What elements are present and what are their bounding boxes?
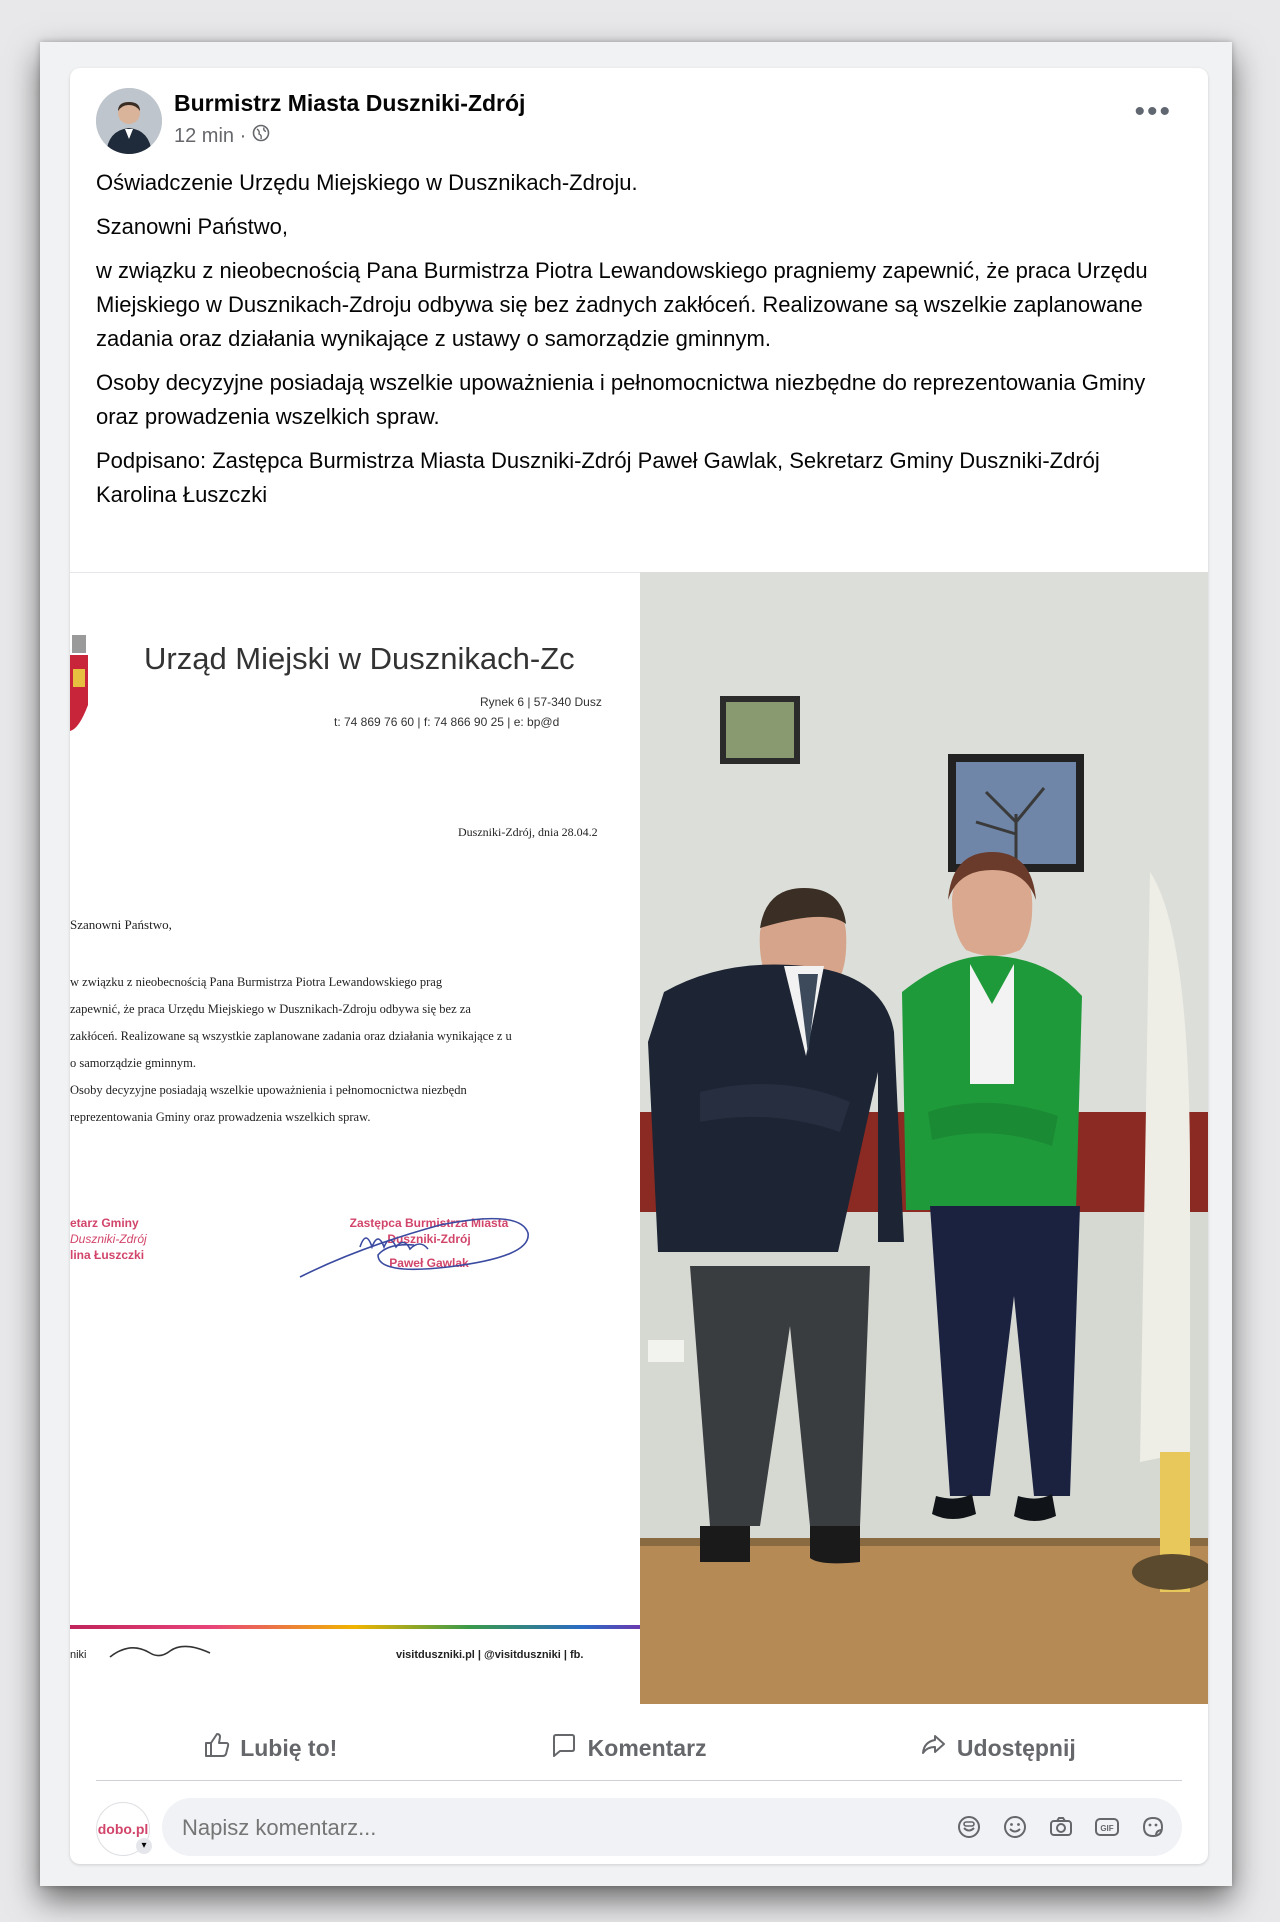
comment-input[interactable] — [180, 1798, 884, 1858]
globe-icon — [252, 124, 270, 148]
document-address: Rynek 6 | 57-340 Dusz — [480, 695, 602, 709]
document-salutation: Szanowni Państwo, — [70, 917, 172, 932]
like-label: Lubię to! — [240, 1734, 338, 1761]
commenter-avatar[interactable]: dobo.pl — [96, 1802, 150, 1856]
document-date: Duszniki-Zdrój, dnia 28.04.2 — [458, 825, 598, 839]
document-line: zapewnić, że praca Urzędu Miejskiego w Dusznikach-Zdroju odbywa się bez za — [70, 1002, 471, 1016]
post-time[interactable]: 12 min · — [174, 124, 247, 147]
comment-button[interactable] — [550, 1731, 707, 1765]
document-footer-left: niki — [70, 1649, 87, 1661]
like-icon — [202, 1731, 230, 1765]
post-paragraph: Szanowni Państwo, — [96, 214, 288, 239]
post-card — [70, 68, 1208, 1864]
composer-icons — [954, 1812, 1168, 1842]
comment-composer — [162, 1798, 1182, 1856]
document-line: reprezentowania Gminy oraz prowadzenia wszelkich spraw. — [70, 1110, 371, 1124]
sticker-icon[interactable] — [954, 1812, 984, 1842]
document-contact: t: 74 869 76 60 | f: 74 866 90 25 | e: bp@d — [334, 715, 560, 729]
camera-icon[interactable] — [1046, 1812, 1076, 1842]
avatar-sticker-icon[interactable] — [1138, 1812, 1168, 1842]
post-paragraph: Oświadczenie Urzędu Miejskiego w Dusznikach-Zdroju. — [96, 170, 638, 195]
emoji-icon[interactable] — [1000, 1812, 1030, 1842]
post-text — [96, 166, 1186, 522]
actions-divider — [96, 1780, 1182, 1781]
post-paragraph: Podpisano: Zastępca Burmistrza Miasta Duszniki-Zdrój Paweł Gawlak, Sekretarz Gminy Duszniki-Zdrój Karolina Łuszczki — [96, 448, 1100, 507]
document-body — [70, 969, 640, 1131]
document-footer — [70, 1649, 584, 1661]
document-line: w związku z nieobecnością Pana Burmistrza Piotra Lewandowskiego prag — [70, 975, 443, 989]
signature-left — [70, 1215, 147, 1263]
share-button[interactable] — [919, 1731, 1076, 1765]
document-footer-site: visitduszniki.pl | @visitduszniki | fb. — [396, 1649, 584, 1661]
document-line: o samorządzie gminnym. — [70, 1056, 197, 1070]
signature-left-line: etarz Gminy — [70, 1216, 139, 1230]
coat-of-arms-icon — [70, 635, 90, 740]
signature-right-line: Paweł Gawlak — [389, 1256, 469, 1270]
document-letterhead-title: Urząd Miejski w Dusznikach-Zc — [144, 641, 575, 676]
share-icon — [919, 1731, 947, 1765]
signature-right-line: Zastępca Burmistrza Miasta — [349, 1216, 509, 1230]
share-label: Udostępnij — [956, 1734, 1076, 1761]
post-actions — [96, 1720, 1182, 1776]
post-paragraph: Osoby decyzyjne posiadają wszelkie upoważnienia i pełnomocnictwa niezbędne do reprezentowania Gminy oraz prowadzenia wszelkich spraw. — [96, 370, 1146, 429]
document-line: Osoby decyzyjne posiadają wszelkie upoważnienia i pełnomocnictwa niezbędn — [70, 1083, 467, 1097]
officials-photo[interactable] — [640, 572, 1208, 1704]
post-media[interactable] — [70, 572, 1208, 1704]
signature-right-line: Duszniki-Zdrój — [387, 1232, 471, 1246]
signature-left-line: lina Łuszczki — [70, 1248, 145, 1262]
author-avatar[interactable] — [96, 88, 162, 154]
post-author[interactable]: Burmistrz Miasta Duszniki-Zdrój — [174, 90, 526, 116]
comment-icon — [550, 1731, 578, 1765]
more-options-button[interactable]: ••• — [1134, 95, 1172, 128]
signature-left-line: Duszniki-Zdrój — [70, 1232, 147, 1246]
chevron-down-icon[interactable]: ▾ — [136, 1838, 152, 1854]
document-line: zakłóceń. Realizowane są wszystkie zaplanowane zadania oraz działania wynikające z u — [70, 1029, 512, 1043]
post-paragraph: w związku z nieobecnością Pana Burmistrza Piotra Lewandowskiego pragniemy zapewnić, że praca Urzędu Miejskiego w Dusznikach-Zdroju odbywa się bez żadnych zakłóceń. Realizowane są wszelkie zaplanowane zadania oraz działania wynikające z ustawy o samorządzie gminnym. — [96, 258, 1148, 351]
comment-label: Komentarz — [587, 1734, 707, 1761]
post-meta — [174, 124, 270, 148]
footer-logo-icon — [106, 1641, 216, 1668]
document-footer-stripe — [70, 1625, 640, 1629]
statement-document-image[interactable] — [70, 572, 640, 1705]
gif-icon[interactable] — [1092, 1812, 1122, 1842]
handwritten-signature — [290, 1207, 550, 1292]
svg-text:GIF: GIF — [1100, 1824, 1114, 1833]
like-button[interactable] — [202, 1731, 337, 1765]
